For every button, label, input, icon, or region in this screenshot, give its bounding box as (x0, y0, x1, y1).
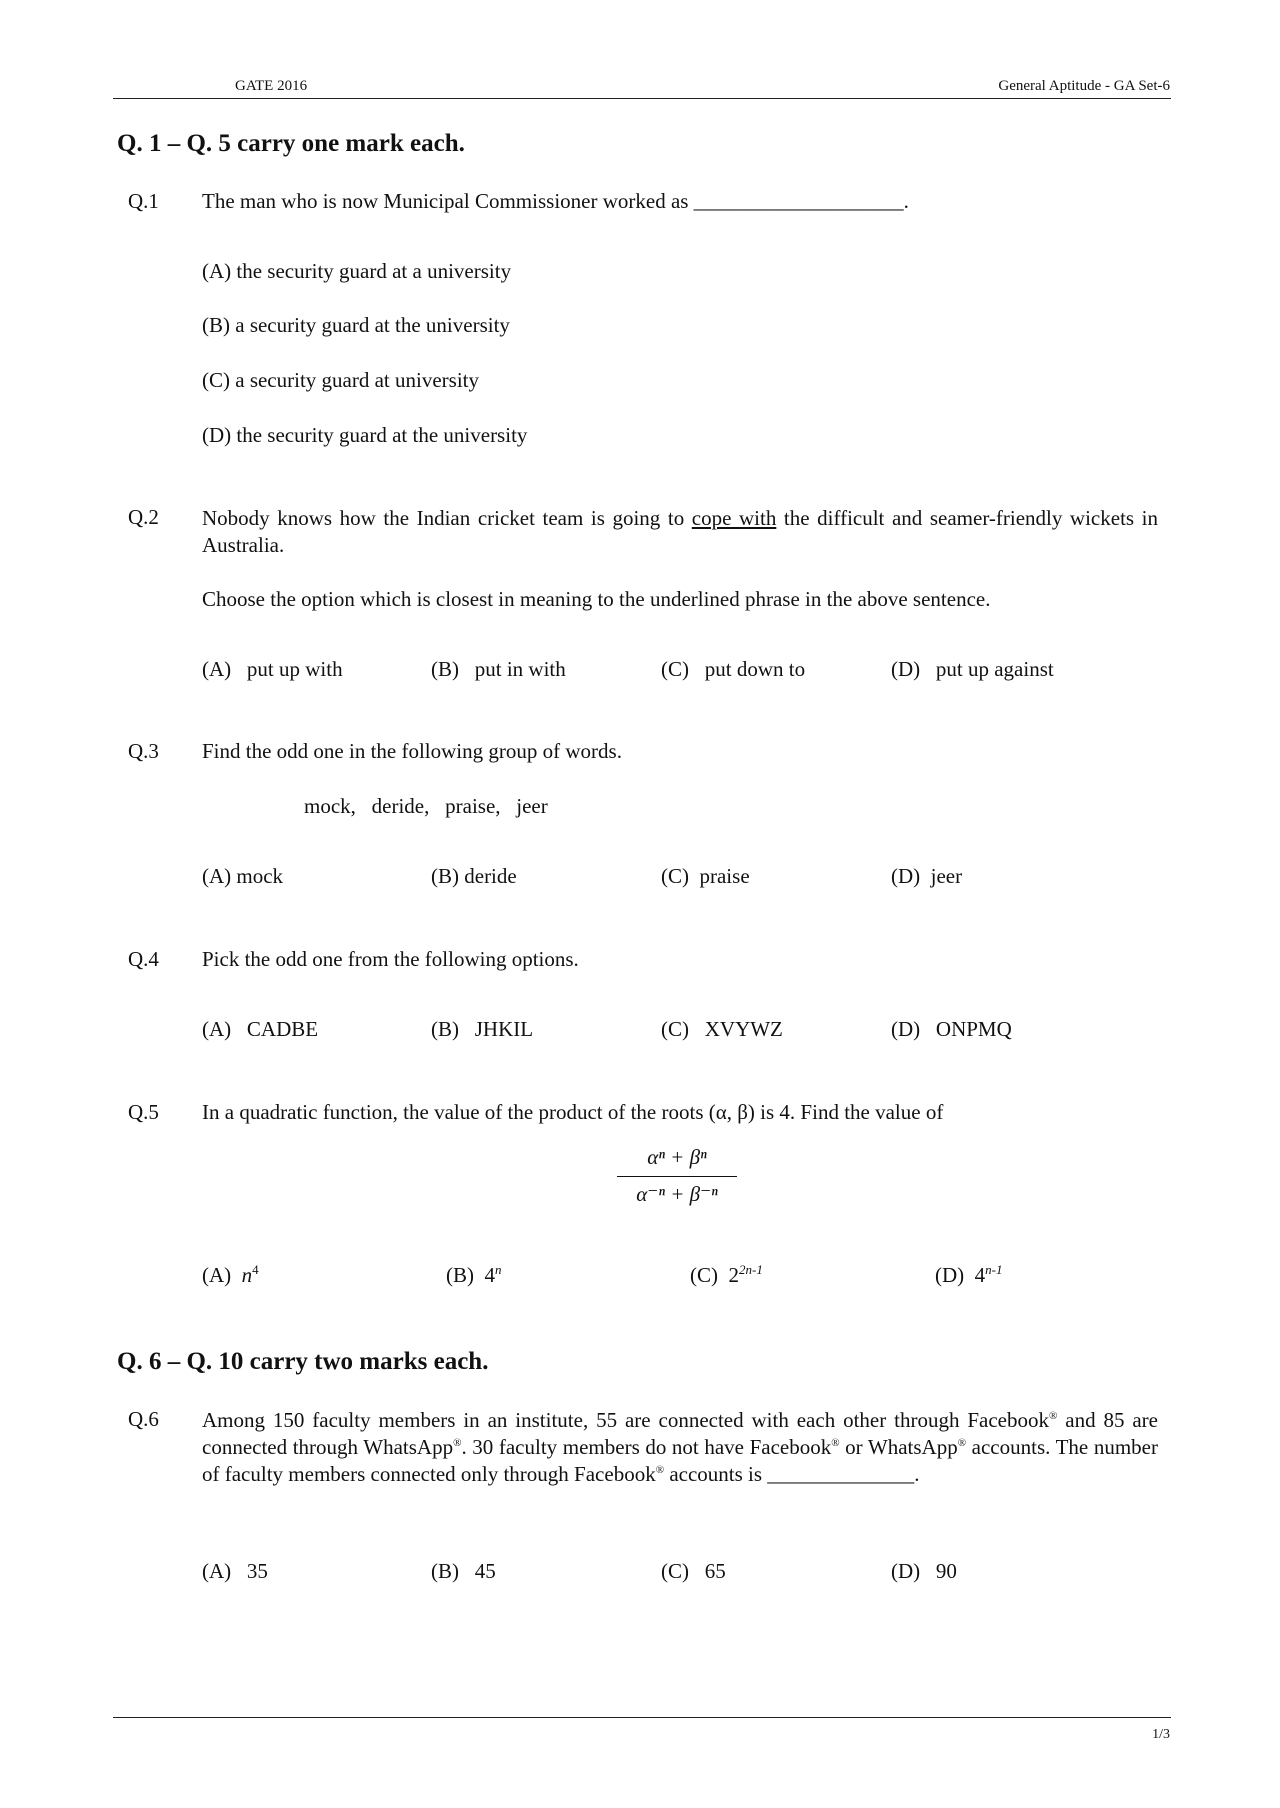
registered-mark: ® (957, 1437, 967, 1449)
question-1-option-c: (C) a security guard at university (202, 368, 479, 392)
question-4-option-c: (C) XVYWZ (661, 1017, 783, 1041)
question-1-option-a: (A) the security guard at a university (202, 259, 512, 283)
question-6-text (202, 1407, 1158, 1488)
question-1-number: Q.1 (128, 189, 159, 213)
question-6-text-part-1: Among 150 faculty members in an institute, 55 are connected with each other through Facebook (202, 1408, 1049, 1432)
question-5-expression (617, 1145, 737, 1207)
question-3-word-group: mock, deride, praise, jeer (304, 794, 548, 818)
question-2-number: Q.2 (128, 505, 159, 529)
registered-mark: ® (1049, 1410, 1058, 1422)
question-2-option-c: (C) put down to (661, 657, 806, 681)
question-5-option-c-label: (C) (690, 1263, 718, 1287)
question-2-underlined-phrase: cope with (691, 506, 777, 530)
question-5-option-b-base: 4 (484, 1263, 495, 1287)
question-6-option-d: (D) 90 (891, 1559, 957, 1583)
footer-divider (113, 1717, 1171, 1718)
question-1-option-d: (D) the security guard at the university (202, 423, 528, 447)
registered-mark: ® (453, 1437, 462, 1449)
question-5-option-c (690, 1263, 763, 1288)
question-3-number: Q.3 (128, 739, 159, 763)
question-5-option-c-base: 2 (728, 1263, 739, 1287)
question-4-number: Q.4 (128, 947, 159, 971)
question-5-numerator: αⁿ + βⁿ (617, 1145, 737, 1177)
question-1-text: The man who is now Municipal Commissioner worked as ____________________. (202, 189, 909, 213)
question-6-text-part-6: accounts is ______________. (664, 1462, 920, 1486)
question-5-option-c-exponent: 2n-1 (739, 1262, 763, 1277)
question-5-number: Q.5 (128, 1100, 159, 1124)
question-6-text-part-3: . 30 faculty members do not have Facebook (461, 1435, 832, 1459)
question-2-text-before: Nobody knows how the Indian cricket team is going to (202, 506, 692, 530)
question-5-option-d-exponent: n-1 (985, 1262, 1003, 1277)
question-5-option-b-label: (B) (446, 1263, 474, 1287)
section-heading-one-mark: Q. 1 – Q. 5 carry one mark each. (117, 130, 465, 157)
question-3-option-c: (C) praise (661, 864, 750, 888)
question-6-text-part-4: or WhatsApp (839, 1435, 958, 1459)
question-5-option-a-exponent: 4 (252, 1262, 259, 1277)
question-6-option-b: (B) 45 (431, 1559, 496, 1583)
question-4-text: Pick the odd one from the following options. (202, 947, 579, 971)
question-5-option-a-base: n (241, 1263, 253, 1287)
header-divider (113, 98, 1171, 99)
registered-mark: ® (831, 1437, 840, 1449)
registered-mark: ® (655, 1464, 665, 1476)
question-5-option-d-base: 4 (974, 1263, 986, 1287)
question-5-option-d (935, 1263, 1003, 1288)
page-number: 1/3 (1152, 1727, 1170, 1742)
question-5-option-b (446, 1263, 502, 1288)
question-3-option-a: (A) mock (202, 864, 284, 888)
question-6-text-part-2: and 85 are connected through WhatsApp (202, 1408, 1158, 1459)
question-5-option-a-label: (A) (202, 1263, 232, 1287)
question-2-option-b: (B) put in with (431, 657, 566, 681)
question-3-option-d: (D) jeer (891, 864, 963, 888)
question-4-option-b: (B) JHKIL (431, 1017, 534, 1041)
question-2-text-after: the difficult and seamer-friendly wickets in Australia. (202, 506, 1158, 557)
question-4-option-a: (A) CADBE (202, 1017, 319, 1041)
question-6-number: Q.6 (128, 1407, 159, 1431)
question-1-option-b: (B) a security guard at the university (202, 313, 510, 337)
question-4-option-d: (D) ONPMQ (891, 1017, 1012, 1041)
header-exam-name: GATE 2016 (235, 78, 308, 94)
question-5-denominator: α⁻ⁿ + β⁻ⁿ (636, 1182, 718, 1206)
question-2-option-d: (D) put up against (891, 657, 1054, 681)
question-2-instruction: Choose the option which is closest in meaning to the underlined phrase in the above sentence. (202, 587, 991, 611)
question-5-option-a (202, 1263, 259, 1288)
question-3-text: Find the odd one in the following group of words. (202, 739, 622, 763)
question-2-text (202, 505, 1158, 559)
header-paper-name: General Aptitude - GA Set-6 (998, 78, 1170, 94)
question-5-text: In a quadratic function, the value of the product of the roots (α, β) is 4. Find the value of (202, 1100, 944, 1124)
question-6-option-a: (A) 35 (202, 1559, 268, 1583)
question-6-text-part-5: accounts. The number of faculty members connected only through Facebook (202, 1435, 1158, 1486)
section-heading-two-marks: Q. 6 – Q. 10 carry two marks each. (117, 1348, 489, 1375)
question-5-option-b-exponent: n (495, 1262, 502, 1277)
question-3-option-b: (B) deride (431, 864, 517, 888)
question-6-option-c: (C) 65 (661, 1559, 726, 1583)
question-5-option-d-label: (D) (935, 1263, 965, 1287)
question-2-option-a: (A) put up with (202, 657, 343, 681)
